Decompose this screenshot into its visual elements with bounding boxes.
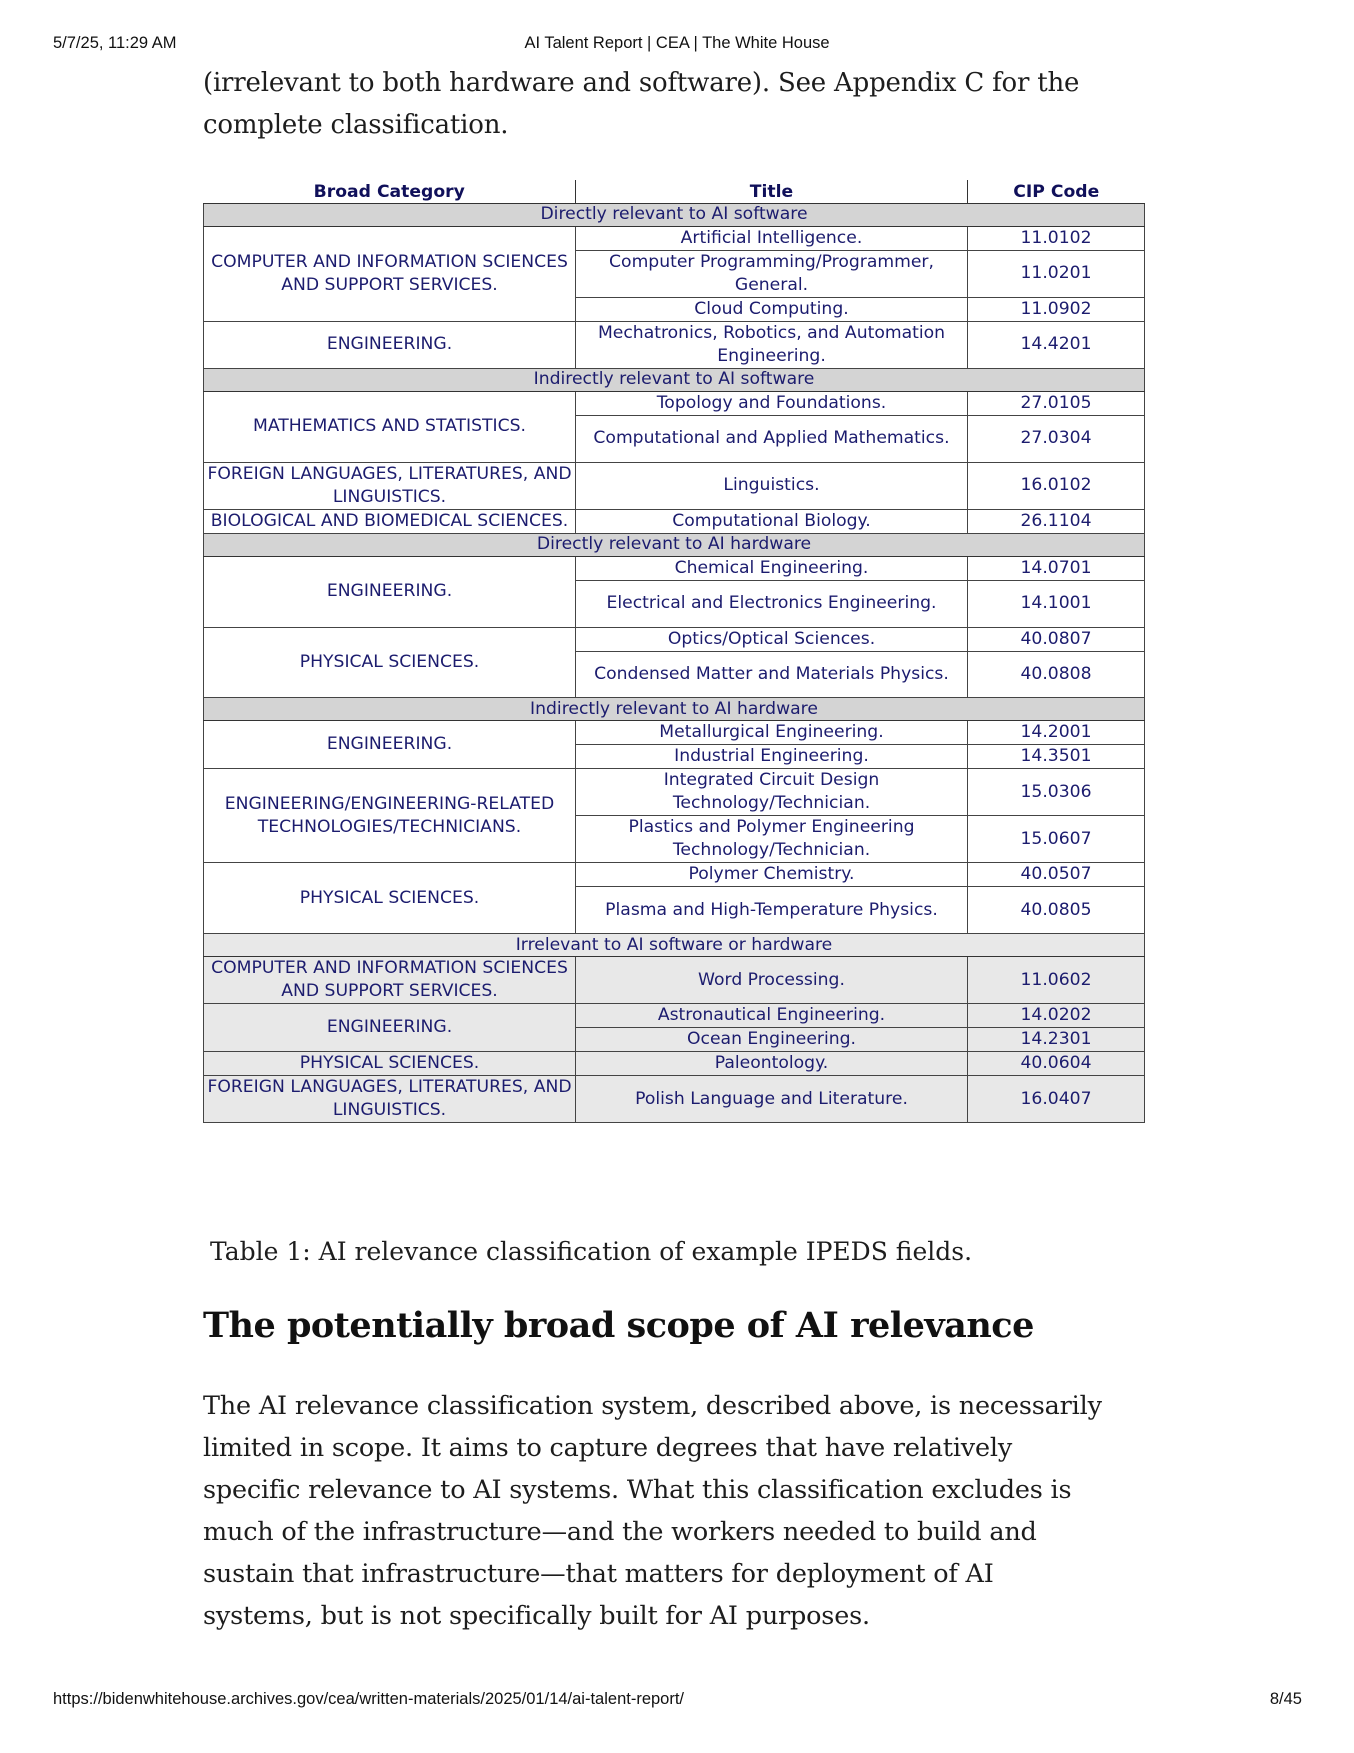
body-paragraph: The AI relevance classification system, described above, is necessarily limited in scope. It aims to capture degrees that have relatively specific relevance to AI systems. What this classification excludes is much of the infrastructure—and the workers needed to build and sustain that infrastructure—that matters for deployment of AI systems, but is not specifically built for AI purposes. (203, 1391, 1102, 1631)
cip-code-cell: 40.0808 (968, 651, 1145, 698)
table-row (204, 509, 1145, 533)
cip-code-cell: 27.0304 (968, 416, 1145, 463)
table-body (204, 203, 1145, 1123)
cip-code-cell: 15.0607 (968, 816, 1145, 863)
title-cell: Paleontology. (576, 1052, 968, 1076)
section-label: Directly relevant to AI hardware (204, 533, 1145, 556)
table-row (204, 556, 1145, 580)
cip-code-cell: 14.0202 (968, 1004, 1145, 1028)
table-row (204, 769, 1145, 816)
title-cell: Topology and Foundations. (576, 392, 968, 416)
category-cell: PHYSICAL SCIENCES. (204, 627, 576, 698)
title-cell: Ocean Engineering. (576, 1028, 968, 1052)
table-row (204, 1052, 1145, 1076)
category-cell: BIOLOGICAL AND BIOMEDICAL SCIENCES. (204, 509, 576, 533)
cip-code-cell: 16.0102 (968, 462, 1145, 509)
category-cell: ENGINEERING. (204, 721, 576, 769)
title-cell: Polish Language and Literature. (576, 1076, 968, 1123)
table-row (204, 321, 1145, 368)
page-number: 8/45 (1269, 1690, 1302, 1708)
table-row (204, 627, 1145, 651)
table-row (204, 462, 1145, 509)
cip-code-cell: 11.0201 (968, 250, 1145, 297)
title-cell: Linguistics. (576, 462, 968, 509)
title-cell: Optics/Optical Sciences. (576, 627, 968, 651)
title-cell: Computational and Applied Mathematics. (576, 416, 968, 463)
table-header-row (204, 180, 1145, 203)
title-cell: Mechatronics, Robotics, and Automation Engineering. (576, 321, 968, 368)
category-cell: FOREIGN LANGUAGES, LITERATURES, AND LINGUISTICS. (204, 1076, 576, 1123)
title-cell: Artificial Intelligence. (576, 226, 968, 250)
section-heading: The potentially broad scope of AI relevance (203, 1305, 1034, 1346)
category-cell: COMPUTER AND INFORMATION SCIENCES AND SUPPORT SERVICES. (204, 957, 576, 1004)
table-row (204, 1076, 1145, 1123)
print-page-title: AI Talent Report | CEA | The White House (524, 34, 830, 52)
cip-code-cell: 27.0105 (968, 392, 1145, 416)
print-footer (0, 1690, 1354, 1710)
category-cell: ENGINEERING. (204, 321, 576, 368)
intro-paragraph: (irrelevant to both hardware and software). See Appendix C for the complete classification. (203, 68, 1080, 140)
cip-code-cell: 14.1001 (968, 580, 1145, 627)
category-cell: MATHEMATICS AND STATISTICS. (204, 392, 576, 463)
category-cell: FOREIGN LANGUAGES, LITERATURES, AND LINGUISTICS. (204, 462, 576, 509)
cip-code-cell: 40.0507 (968, 863, 1145, 887)
cip-code-cell: 14.4201 (968, 321, 1145, 368)
section-row (204, 698, 1145, 721)
table-row (204, 226, 1145, 250)
cip-code-cell: 14.3501 (968, 745, 1145, 769)
table-row (204, 957, 1145, 1004)
table-caption: Table 1: AI relevance classification of example IPEDS fields. (210, 1237, 973, 1266)
title-cell: Computer Programming/Programmer, General. (576, 250, 968, 297)
classification-table (203, 180, 1145, 1123)
section-label: Directly relevant to AI software (204, 203, 1145, 226)
title-cell: Electrical and Electronics Engineering. (576, 580, 968, 627)
cip-code-cell: 26.1104 (968, 509, 1145, 533)
cip-code-cell: 11.0102 (968, 226, 1145, 250)
page-url: https://bidenwhitehouse.archives.gov/cea/written-materials/2025/01/14/ai-talent-report/ (53, 1690, 685, 1708)
section-row (204, 368, 1145, 391)
title-cell: Computational Biology. (576, 509, 968, 533)
section-row (204, 533, 1145, 556)
table-row (204, 863, 1145, 887)
cip-code-cell: 40.0604 (968, 1052, 1145, 1076)
title-cell: Chemical Engineering. (576, 556, 968, 580)
cip-code-cell: 11.0902 (968, 297, 1145, 321)
section-row (204, 203, 1145, 226)
category-cell: ENGINEERING/ENGINEERING-RELATED TECHNOLOGIES/TECHNICIANS. (204, 769, 576, 863)
title-cell: Word Processing. (576, 957, 968, 1004)
title-cell: Astronautical Engineering. (576, 1004, 968, 1028)
ai-relevance-table (203, 180, 1144, 1123)
cip-code-cell: 14.2001 (968, 721, 1145, 745)
category-cell: PHYSICAL SCIENCES. (204, 863, 576, 934)
section-label: Irrelevant to AI software or hardware (204, 934, 1145, 957)
print-header (0, 34, 1354, 54)
cip-code-cell: 16.0407 (968, 1076, 1145, 1123)
table-row (204, 392, 1145, 416)
table-row (204, 1004, 1145, 1028)
column-header-cip: CIP Code (968, 180, 1145, 203)
title-cell: Metallurgical Engineering. (576, 721, 968, 745)
title-cell: Integrated Circuit Design Technology/Technician. (576, 769, 968, 816)
category-cell: PHYSICAL SCIENCES. (204, 1052, 576, 1076)
cip-code-cell: 40.0805 (968, 887, 1145, 934)
section-label: Indirectly relevant to AI hardware (204, 698, 1145, 721)
column-header-category: Broad Category (204, 180, 576, 203)
title-cell: Plastics and Polymer Engineering Technology/Technician. (576, 816, 968, 863)
column-header-title: Title (576, 180, 968, 203)
table-row (204, 721, 1145, 745)
title-cell: Cloud Computing. (576, 297, 968, 321)
title-cell: Polymer Chemistry. (576, 863, 968, 887)
category-cell: ENGINEERING. (204, 1004, 576, 1052)
print-datetime: 5/7/25, 11:29 AM (53, 34, 177, 52)
category-cell: COMPUTER AND INFORMATION SCIENCES AND SUPPORT SERVICES. (204, 226, 576, 321)
cip-code-cell: 15.0306 (968, 769, 1145, 816)
title-cell: Industrial Engineering. (576, 745, 968, 769)
section-row (204, 934, 1145, 957)
cip-code-cell: 14.2301 (968, 1028, 1145, 1052)
cip-code-cell: 11.0602 (968, 957, 1145, 1004)
title-cell: Condensed Matter and Materials Physics. (576, 651, 968, 698)
section-label: Indirectly relevant to AI software (204, 368, 1145, 391)
cip-code-cell: 14.0701 (968, 556, 1145, 580)
cip-code-cell: 40.0807 (968, 627, 1145, 651)
title-cell: Plasma and High-Temperature Physics. (576, 887, 968, 934)
category-cell: ENGINEERING. (204, 556, 576, 627)
